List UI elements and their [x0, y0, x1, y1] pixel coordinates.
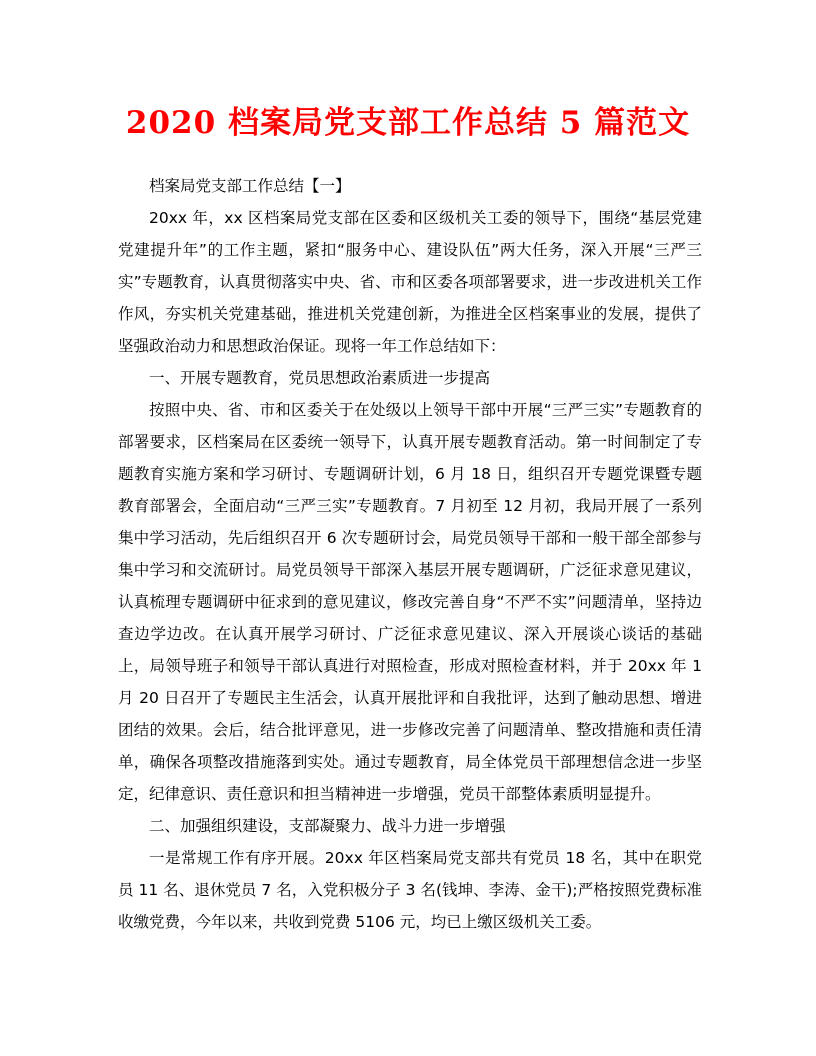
section-heading: 二、加强组织建设，支部凝聚力、战斗力进一步增强 — [149, 817, 506, 835]
paragraph: 一是常规工作有序开展。20xx 年区档案局党支部共有党员 18 名，其中在职党员 11 名、退休党员 7 名，入党积极分子 3 名(钱坤、李涛、金干);严格按照党费标准收缴党费，今年以来，共收到党费 5106 元，均已上缴区级机关工委。 — [118, 849, 702, 931]
document-title: 2020 档案局党支部工作总结 5 篇范文 — [125, 105, 691, 141]
paragraph: 20xx 年，xx 区档案局党支部在区委和区级机关工委的领导下，围绕“基层党建党建提升年”的工作主题，紧扣“服务中心、建设队伍”两大任务，深入开展“三严三实”专题教育，认真贯彻落实中央、省、市和区委各项部署要求，进一步改进机关工作作风，夯实机关党建基础，推进机关党建创新，为推进全区档案事业的发展，提供了坚强政治动力和思想政治保证。现将一年工作总结如下： — [118, 209, 702, 355]
document-body — [118, 170, 702, 938]
section-heading: 一、开展专题教育，党员思想政治素质进一步提高 — [149, 369, 491, 387]
paragraph: 按照中央、省、市和区委关于在处级以上领导干部中开展“三严三实”专题教育的部署要求，区档案局在区委统一领导下，认真开展专题教育活动。第一时间制定了专题教育实施方案和学习研讨、专题调研计划，6 月 18 日，组织召开专题党课暨专题教育部署会，全面启动“三严三实”专题教育。7 月初至 12 月初，我局开展了一系列集中学习活动，先后组织召开 6 次专题研讨会，局党员领导干部和一般干部全部参与集中学习和交流研讨。局党员领导干部深入基层开展专题调研，广泛征求意见建议，认真梳理专题调研中征求到的意见建议，修改完善自身“不严不实”问题清单，坚持边查边学边改。在认真开展学习研讨、广泛征求意见建议、深入开展谈心谈话的基础上，局领导班子和领导干部认真进行对照检查，形成对照检查材料，并于 20xx 年 1 月 20 日召开了专题民主生活会，认真开展批评和自我批评，达到了触动思想、增进团结的效果。会后，结合批评意见，进一步修改完善了问题清单、整改措施和责任清单，确保各项整改措施落到实处。通过专题教育，局全体党员干部理想信念进一步坚定，纪律意识、责任意识和担当精神进一步增强，党员干部整体素质明显提升。 — [118, 401, 702, 803]
section-heading: 档案局党支部工作总结【一】 — [149, 177, 351, 195]
